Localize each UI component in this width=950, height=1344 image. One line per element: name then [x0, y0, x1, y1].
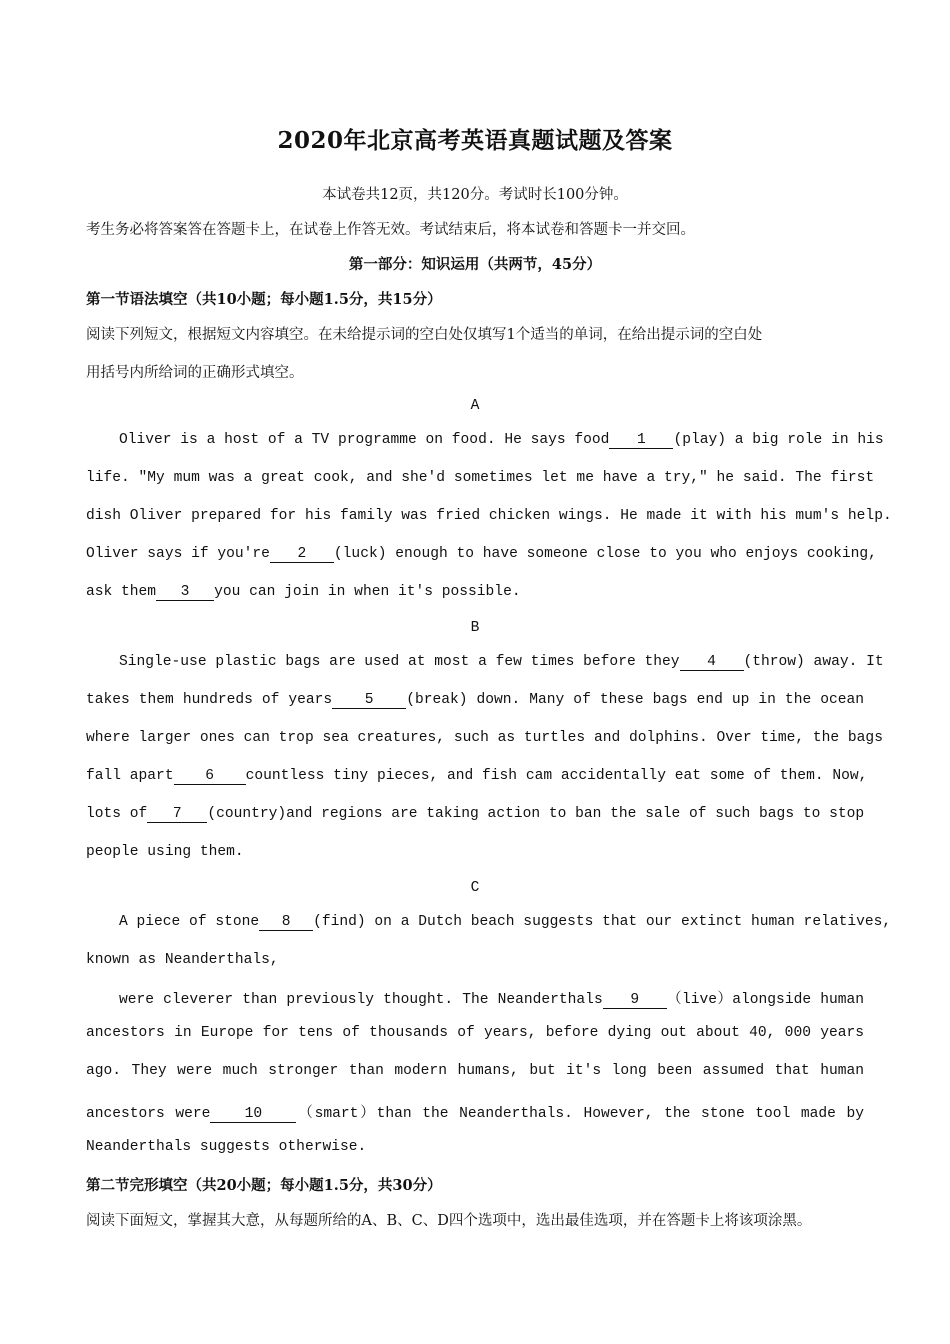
passage-c-line: known as Neanderthals,: [86, 952, 279, 968]
passage-text: (country)and regions are taking action to ban the sale of such bags to stop: [207, 806, 865, 822]
passage-b-line: where larger ones can trop sea creatures, such as turtles and dolphins. Over time, the bags: [86, 730, 883, 746]
passage-text: （smart）than the Neanderthals. However, the stone tool made by: [296, 1106, 865, 1122]
passage-text: fall apart: [86, 768, 174, 784]
exam-info: 本试卷共12页，共120分。考试时长100分钟。: [322, 187, 628, 203]
section-two-directions: 阅读下面短文，掌握其大意，从每题所给的A、B、C、D四个选项中，选出最佳选项，并在答题卡上将该项涂黑。: [86, 1213, 812, 1229]
passage-text: countless tiny pieces, and fish cam accidentally eat some of them. Now,: [245, 768, 868, 784]
passage-b-line: [86, 692, 864, 709]
passage-text: (luck) enough to have someone close to you who enjoys cooking,: [333, 546, 877, 562]
passage-text: lots of: [86, 806, 148, 822]
section-one-directions-line1: 阅读下列短文，根据短文内容填空。在未给提示词的空白处仅填写1个适当的单词，在给出提示词的空白处: [86, 327, 763, 343]
answer-blank-2[interactable]: 2: [270, 546, 334, 563]
passage-text: (throw) away. It: [743, 654, 884, 670]
passage-text: you can join in when it's possible.: [214, 584, 521, 600]
passage-text: were cleverer than previously thought. The Neanderthals: [119, 992, 603, 1008]
passage-b-line: [86, 768, 868, 785]
passage-a-label: A: [470, 398, 480, 414]
passage-c-line: [86, 987, 864, 1009]
part-one-heading: 第一部分：知识运用（共两节，45分）: [348, 256, 602, 273]
passage-text: Oliver is a host of a TV programme on food. He says food: [119, 432, 610, 448]
answer-blank-4[interactable]: 4: [680, 654, 744, 671]
answer-blank-3[interactable]: 3: [156, 584, 214, 601]
passage-c-line: [86, 914, 892, 931]
passage-text: (find) on a Dutch beach suggests that our extinct human relatives,: [313, 914, 892, 930]
passage-b-line: [86, 806, 864, 823]
exam-instructions: 考生务必将答案答在答题卡上，在试卷上作答无效。考试结束后，将本试卷和答题卡一并交回。: [86, 222, 695, 238]
answer-blank-9[interactable]: 9: [603, 992, 667, 1009]
answer-blank-1[interactable]: 1: [609, 432, 673, 449]
page-title: 2020年北京高考英语真题试题及答案: [277, 127, 673, 154]
passage-text: (play) a big role in his: [673, 432, 884, 448]
passage-a-line: [86, 432, 884, 449]
passage-text: ancestors were: [86, 1106, 211, 1122]
section-one-heading: 第一节语法填空（共10小题；每小题1.5分，共15分）: [86, 291, 442, 308]
passage-b-line: people using them.: [86, 844, 244, 860]
passage-b-line: [86, 654, 884, 671]
passage-b-label: B: [470, 620, 480, 636]
passage-a-line: life. "My mum was a great cook, and she'd sometimes let me have a try," he said. The first: [86, 470, 875, 486]
answer-blank-7[interactable]: 7: [147, 806, 207, 823]
passage-c-line: [86, 1101, 864, 1123]
passage-text: (break) down. Many of these bags end up in the ocean: [406, 692, 864, 708]
answer-blank-5[interactable]: 5: [332, 692, 406, 709]
passage-c-label: C: [470, 880, 480, 896]
answer-blank-6[interactable]: 6: [174, 768, 246, 785]
passage-text: （live）alongside human: [666, 992, 864, 1008]
passage-c-line: ancestors in Europe for tens of thousands of years, before dying out about 40, 000 years: [86, 1025, 864, 1041]
passage-a-line: [86, 584, 864, 601]
section-two-heading: 第二节完形填空（共20小题；每小题1.5分，共30分）: [86, 1177, 442, 1194]
passage-text: ask them: [86, 584, 157, 600]
passage-c-line: ago. They were much stronger than modern humans, but it's long been assumed that human: [86, 1063, 864, 1079]
passage-text: takes them hundreds of years: [86, 692, 333, 708]
passage-a-line: dish Oliver prepared for his family was fried chicken wings. He made it with his mum's help.: [86, 508, 892, 524]
passage-text: Single-use plastic bags are used at most a few times before they: [119, 654, 680, 670]
passage-text: Oliver says if you're: [86, 546, 270, 562]
answer-blank-10[interactable]: 10: [210, 1106, 296, 1123]
section-one-directions-line2: 用括号内所给词的正确形式填空。: [86, 365, 304, 381]
passage-a-line: [86, 546, 877, 563]
passage-text: A piece of stone: [119, 914, 260, 930]
passage-c-line: Neanderthals suggests otherwise.: [86, 1139, 367, 1155]
answer-blank-8[interactable]: 8: [259, 914, 313, 931]
